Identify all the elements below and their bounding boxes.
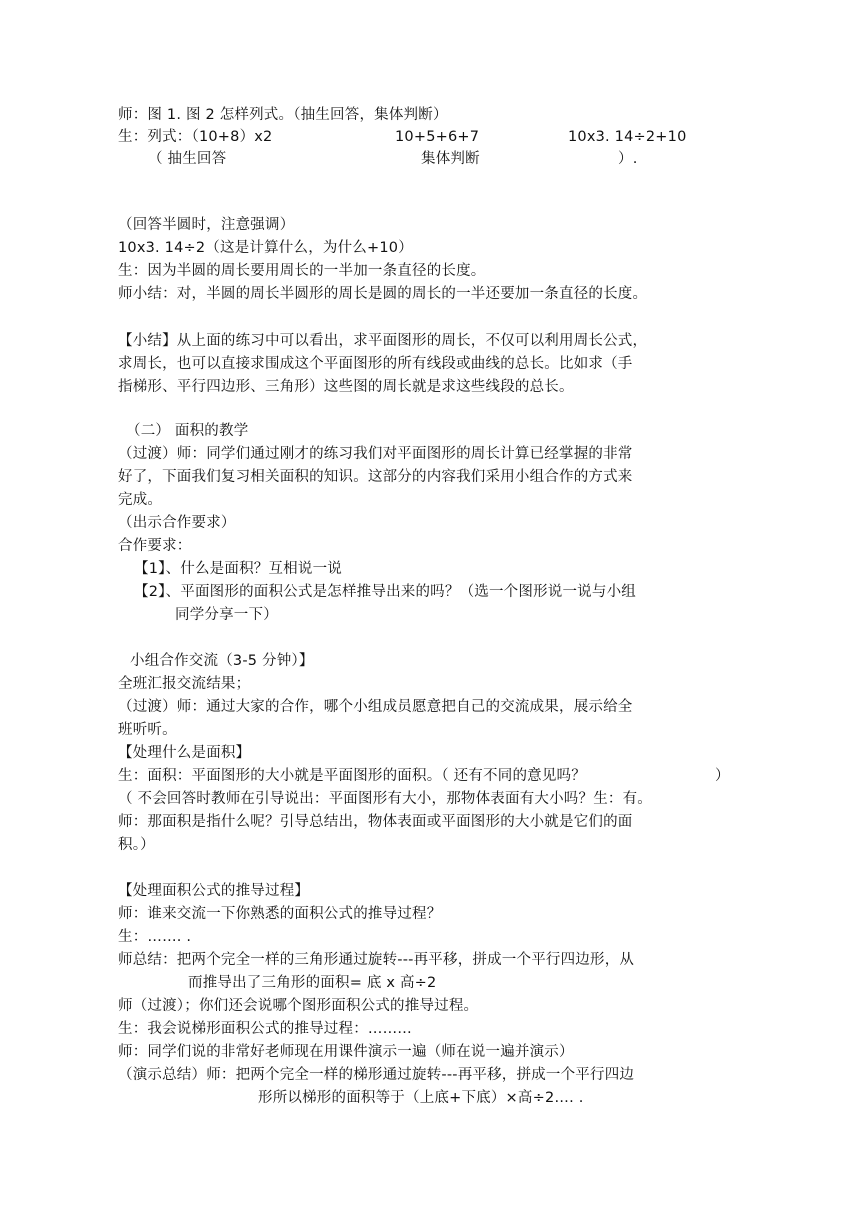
formula-derivation-heading: 【处理面积公式的推导过程】	[118, 883, 310, 899]
demo-line: 师：同学们说的非常好老师现在用课件演示一遍（师在说一遍并演示）	[118, 1044, 574, 1060]
trapezoid-student-line: 生：我会说梯形面积公式的推导过程：………	[118, 1021, 412, 1037]
judgement-part-1: （ 抽生回答	[148, 151, 227, 167]
area-definition-close: ）	[715, 768, 730, 784]
transition-2-line-2: 班听听。	[118, 722, 177, 738]
formula-3: 10x3. 14÷2+10	[568, 129, 687, 145]
guidance-line-3: 积。）	[118, 837, 155, 853]
student-ellipsis-line: 生：……. .	[118, 929, 192, 945]
summary-paragraph-line-3: 指梯形、平行四边形、三角形）这些图的周长就是求这些线段的总长。	[118, 379, 574, 395]
class-report-line: 全班汇报交流结果；	[118, 676, 251, 692]
transition-line-3: 完成。	[118, 492, 163, 508]
area-definition-text: 生：面积：平面图形的大小就是平面图形的面积。（ 还有不同的意见吗？	[118, 768, 586, 784]
requirement-2-continued: 同学分享一下）	[175, 607, 278, 623]
requirement-1: 【1】、什么是面积？互相说一说	[134, 561, 342, 577]
section-heading-area: （二） 面积的教学	[126, 423, 249, 439]
triangle-summary-line-1: 师总结：把两个完全一样的三角形通过旋转---再平移，拼成一个平行四边形，从	[118, 952, 635, 968]
semicircle-formula: 10x3. 14÷2（这是计算什么，为什么+10）	[118, 240, 413, 256]
teacher-ask-line: 师：谁来交流一下你熟悉的面积公式的推导过程？	[118, 906, 442, 922]
formula-2: 10+5+6+7	[395, 129, 480, 145]
show-requirements-line: （出示合作要求）	[118, 515, 236, 531]
demo-summary-line-2: 形所以梯形的面积等于（上底+下底）×高÷2…. .	[258, 1090, 584, 1106]
teacher-transition-line: 师（过渡）；你们还会说哪个图形面积公式的推导过程。	[118, 998, 479, 1014]
transition-2-line-1: （过渡）师：通过大家的合作，哪个小组成员愿意把自己的交流成果，展示给全	[118, 699, 633, 715]
triangle-summary-line-2: 而推导出了三角形的面积= 底 x 高÷2	[188, 975, 437, 991]
requirements-label: 合作要求：	[118, 538, 192, 554]
transition-line-1: （过渡）师：同学们通过刚才的练习我们对平面图形的周长计算已经掌握的非常	[118, 446, 633, 462]
area-topic-heading: 【处理什么是面积】	[118, 745, 251, 761]
judgement-part-2: 集体判断	[421, 151, 480, 167]
summary-paragraph-line-2: 求周长，也可以直接求围成这个平面图形的所有线段或曲线的总长。比如求（手	[118, 356, 633, 372]
teacher-summary-line: 师小结：对，半圆的周长半圆形的周长是圆的周长的一半还要加一条直径的长度。	[118, 286, 648, 302]
semicircle-note: （回答半圆时，注意强调）	[118, 217, 295, 233]
summary-paragraph-line-1: 【小结】从上面的练习中可以看出，求平面图形的周长，不仅可以利用周长公式，	[118, 333, 648, 349]
group-exchange-line: 小组合作交流（3-5 分钟）】	[130, 653, 314, 669]
transition-line-2: 好了，下面我们复习相关面积的知识。这部分的内容我们采用小组合作的方式来	[118, 469, 633, 485]
teacher-question-line: 师：图 1. 图 2 怎样列式。（抽生回答，集体判断）	[118, 107, 448, 123]
guidance-line-1: （ 不会回答时教师在引导说出：平面图形有大小，那物体表面有大小吗？生：有。	[118, 791, 653, 807]
judgement-part-3: ）.	[618, 151, 638, 167]
demo-summary-line-1: （演示总结）师：把两个完全一样的梯形通过旋转---再平移，拼成一个平行四边	[118, 1067, 635, 1083]
formula-1: 生：列式：（10+8）x2	[118, 129, 273, 145]
guidance-line-2: 师：那面积是指什么呢？引导总结出，物体表面或平面图形的大小就是它们的面	[118, 814, 633, 830]
student-answer-line: 生：因为半圆的周长要用周长的一半加一条直径的长度。	[118, 263, 486, 279]
requirement-2: 【2】、平面图形的面积公式是怎样推导出来的吗？（选一个图形说一说与小组	[134, 584, 636, 600]
